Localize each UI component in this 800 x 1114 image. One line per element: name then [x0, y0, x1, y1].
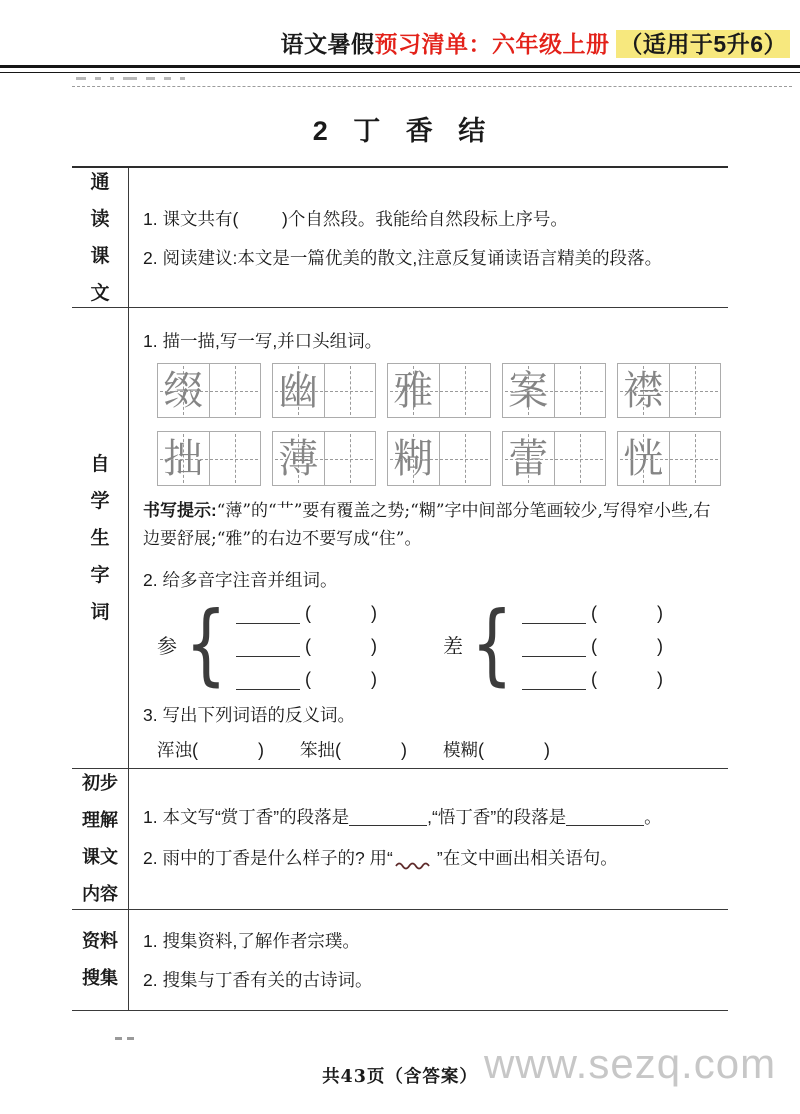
pinyin-blank-line: [522, 631, 663, 657]
page-header: [281, 26, 790, 59]
row-label-comprehension: 初步 理解 课文 内容: [72, 769, 129, 909]
brace-glyph: {: [471, 592, 513, 695]
practice-grid-row-2: [157, 431, 722, 486]
watermark: www.sezq.com: [484, 1040, 777, 1087]
trace-character: 雅: [393, 367, 434, 414]
pinyin-blank-line: [522, 664, 663, 690]
antonym-item: 浑浊( ): [157, 740, 264, 760]
antonym-item: 模糊( ): [443, 740, 550, 760]
word-parens: ( ): [335, 740, 407, 760]
practice-box: [157, 431, 261, 486]
word-parens: ( ): [305, 669, 377, 689]
word-parens: ( ): [591, 669, 663, 689]
fill-in-blank: [236, 601, 300, 624]
polyphonic-section: [157, 592, 722, 695]
row-content-comprehension: [129, 769, 728, 909]
word-parens: ( ): [305, 636, 377, 656]
trace-character: 拙: [163, 435, 204, 482]
word-parens: ( ): [591, 636, 663, 656]
word-parens: ( ): [591, 603, 663, 623]
row-content-read-through: [129, 168, 728, 307]
row-label-read-through: 通 读 课 文: [72, 168, 129, 307]
pinyin-blank-line: [236, 664, 377, 690]
task-item: 1. 课文共有( )个自然段。我能给自然段标上序号。: [143, 208, 568, 229]
word-parens: ( ): [192, 740, 264, 760]
table-row-read-through: [72, 168, 728, 308]
header-double-rule: [0, 65, 800, 73]
trace-character: 缀: [163, 367, 204, 414]
task-item: 3. 写出下列词语的反义词。: [143, 705, 355, 725]
dashed-divider: [72, 86, 792, 87]
header-red-text: 预习清单：六年级上册: [374, 31, 610, 57]
task-item: 1. 描一描,写一写,并口头组词。: [143, 331, 383, 351]
fill-in-blank: [522, 667, 586, 690]
practice-box: [272, 431, 376, 486]
antonym-section: [157, 737, 722, 762]
fill-in-blank: [566, 806, 644, 826]
table-row-self-study-words: [72, 308, 728, 769]
writing-tip-text: “薄”的“艹”要有覆盖之势;“糊”字中间部分笔画较少,写得窄小些,右边要舒展;“雅”的右边不要写成“住”。: [143, 501, 711, 549]
word-parens: ( ): [478, 740, 550, 760]
row-content-self-study: [129, 308, 728, 768]
task-item: 2. 雨中的丁香是什么样子的? 用“ ”在文中画出相关语句。: [143, 845, 722, 875]
trace-character: 襟: [623, 367, 664, 414]
brace-glyph: {: [185, 592, 227, 695]
trace-character: 薄: [278, 435, 319, 482]
worksheet-table: [72, 166, 728, 1011]
row-label-research: 资料 搜集: [72, 910, 129, 1010]
table-row-comprehension: [72, 769, 728, 910]
polyphonic-character: 差: [443, 633, 463, 658]
word-parens: ( ): [305, 603, 377, 623]
task-item: 2. 搜集与丁香有关的古诗词。: [143, 970, 373, 990]
header-highlighted-text: （适用于5升6）: [616, 30, 790, 58]
page-title: 2 丁 香 结: [312, 116, 488, 146]
antonym-item: 笨拙( ): [300, 740, 407, 760]
practice-box: [387, 363, 491, 418]
task-item: 1. 本文写“赏丁香”的段落是 ,“悟丁香”的段落是 。: [143, 806, 662, 827]
practice-box: [157, 363, 261, 418]
trace-character: 恍: [623, 435, 664, 482]
practice-box: [502, 363, 606, 418]
pinyin-blank-line: [236, 631, 377, 657]
trace-character: 幽: [278, 367, 319, 414]
writing-tip: [143, 497, 722, 553]
practice-box: [272, 363, 376, 418]
practice-box: [502, 431, 606, 486]
pinyin-blank-line: [236, 598, 377, 624]
fill-in-blank: [522, 634, 586, 657]
trace-character: 蕾: [508, 435, 549, 482]
practice-box: [617, 431, 721, 486]
polyphonic-character: 参: [157, 633, 177, 658]
page-count-label: 共43页（含答案）: [322, 1067, 478, 1087]
fill-in-blank: [349, 806, 427, 826]
print-noise-fragments: [76, 77, 185, 80]
trace-character: 案: [508, 367, 549, 414]
trace-character: 糊: [393, 435, 434, 482]
task-item: 2. 给多音字注音并组词。: [143, 570, 338, 590]
pinyin-blank-line: [522, 598, 663, 624]
polyphonic-group-can: [157, 592, 377, 695]
fill-in-blank: [236, 667, 300, 690]
task-item: 1. 搜集资料,了解作者宗璞。: [143, 931, 360, 951]
row-label-self-study: 自 学 生 字 词: [72, 308, 129, 768]
header-black-text: 语文暑假: [280, 31, 375, 57]
polyphonic-group-cha: [443, 592, 663, 695]
wavy-underline-icon: [395, 854, 435, 875]
row-content-research: [129, 910, 728, 1010]
print-noise-fragments: [115, 1037, 134, 1040]
task-item: 2. 阅读建议:本文是一篇优美的散文,注意反复诵读语言精美的段落。: [143, 247, 663, 268]
practice-box: [387, 431, 491, 486]
fill-in-blank: [522, 601, 586, 624]
writing-tip-label: 书写提示:: [143, 501, 217, 520]
table-row-research: [72, 910, 728, 1011]
fill-in-blank: [236, 634, 300, 657]
practice-grid-row-1: [157, 363, 722, 418]
practice-box: [617, 363, 721, 418]
